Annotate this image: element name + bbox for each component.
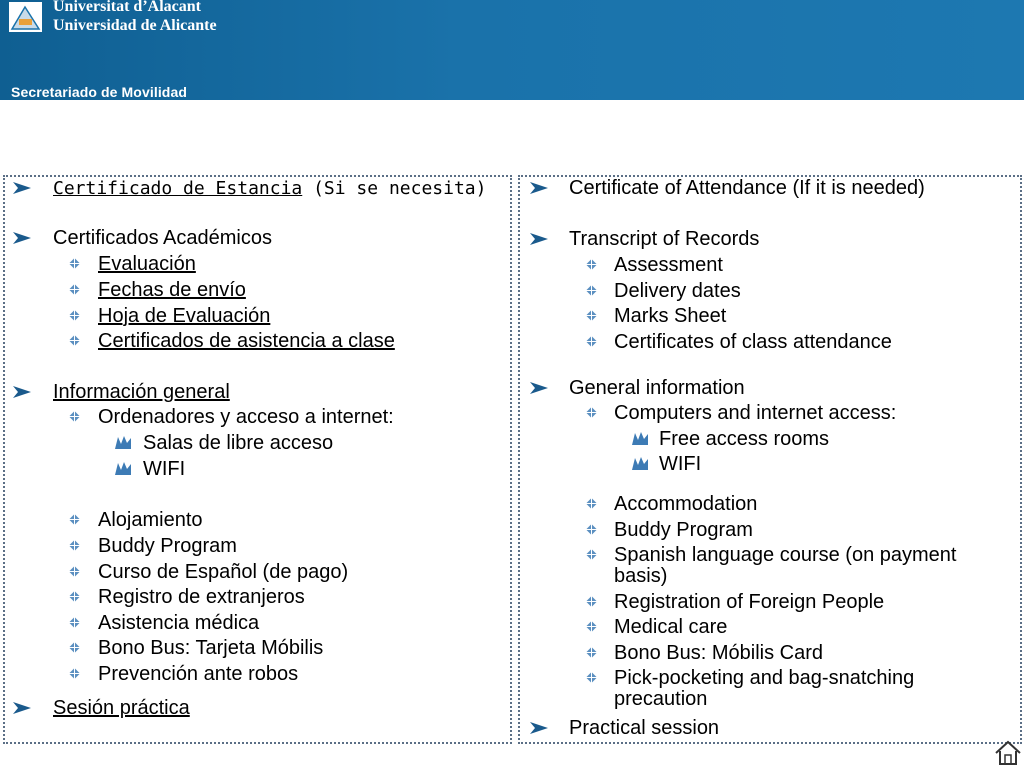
transcript-title: Transcript of Records bbox=[569, 228, 760, 250]
diamond-bullet-icon bbox=[69, 411, 80, 422]
transcript-item-assessment: Assessment bbox=[614, 254, 723, 276]
general-item-alojamiento: Alojamiento bbox=[98, 509, 203, 531]
cert-stay-link[interactable]: Certificado de Estancia bbox=[53, 178, 303, 199]
computer-item-free-rooms: Free access rooms bbox=[659, 428, 830, 450]
general-item-prevencion: Prevención ante robos bbox=[98, 663, 299, 685]
general-item-bono: Bono Bus: Tarjeta Móbilis bbox=[98, 637, 324, 659]
practical-session-en: Practical session bbox=[569, 717, 720, 739]
wave-bullet-icon bbox=[632, 456, 648, 470]
general-item-bono-en: Bono Bus: Móbilis Card bbox=[614, 642, 823, 664]
arrow-icon bbox=[13, 182, 31, 194]
general-item-spanish-course-cont: basis) bbox=[614, 565, 668, 587]
general-item-medical: Medical care bbox=[614, 616, 728, 638]
diamond-bullet-icon bbox=[69, 668, 80, 679]
diamond-bullet-icon bbox=[69, 258, 80, 269]
university-name-es: Universidad de Alicante bbox=[53, 17, 217, 34]
diamond-bullet-icon bbox=[586, 498, 597, 509]
diamond-bullet-icon bbox=[586, 310, 597, 321]
arrow-icon bbox=[13, 702, 31, 714]
computers-item: Ordenadores y acceso a internet: bbox=[98, 406, 394, 428]
cert-attendance: Certificate of Attendance (If it is needed) bbox=[569, 177, 925, 199]
department-title: Secretariado de Movilidad bbox=[11, 84, 187, 100]
computer-item-salas: Salas de libre acceso bbox=[143, 432, 334, 454]
diamond-bullet-icon bbox=[586, 285, 597, 296]
diamond-bullet-icon bbox=[69, 310, 80, 321]
general-item-buddy-en: Buddy Program bbox=[614, 519, 753, 541]
diamond-bullet-icon bbox=[69, 566, 80, 577]
general-item-asistencia: Asistencia médica bbox=[98, 612, 260, 634]
diamond-bullet-icon bbox=[586, 407, 597, 418]
general-info-title: General information bbox=[569, 377, 745, 399]
transcript-item-marks: Marks Sheet bbox=[614, 305, 727, 327]
wave-bullet-icon bbox=[115, 435, 131, 449]
diamond-bullet-icon bbox=[586, 336, 597, 347]
diamond-bullet-icon bbox=[586, 647, 597, 658]
cert-stay-note: (Si se necesita) bbox=[302, 178, 487, 199]
general-item-registration: Registration of Foreign People bbox=[614, 591, 885, 613]
diamond-bullet-icon bbox=[69, 642, 80, 653]
general-item-pickpocketing-cont: precaution bbox=[614, 688, 708, 710]
university-name-ca: Universitat d’Alacant bbox=[53, 0, 201, 15]
diamond-bullet-icon bbox=[586, 259, 597, 270]
home-button[interactable] bbox=[994, 740, 1022, 766]
university-logo-icon bbox=[9, 2, 42, 32]
diamond-bullet-icon bbox=[69, 335, 80, 346]
university-logo[interactable] bbox=[9, 2, 42, 32]
wave-bullet-icon bbox=[632, 431, 648, 445]
arrow-icon bbox=[13, 386, 31, 398]
arrow-icon bbox=[530, 722, 548, 734]
academic-item-hoja[interactable]: Hoja de Evaluación bbox=[98, 305, 271, 327]
diamond-bullet-icon bbox=[586, 596, 597, 607]
diamond-bullet-icon bbox=[586, 621, 597, 632]
home-icon bbox=[994, 740, 1022, 766]
general-item-pickpocketing: Pick-pocketing and bag-snatching bbox=[614, 667, 915, 689]
diamond-bullet-icon bbox=[69, 617, 80, 628]
diamond-bullet-icon bbox=[69, 540, 80, 551]
diamond-bullet-icon bbox=[69, 284, 80, 295]
diamond-bullet-icon bbox=[586, 672, 597, 683]
practical-session-link[interactable]: Sesión práctica bbox=[53, 697, 190, 719]
transcript-item-delivery: Delivery dates bbox=[614, 280, 741, 302]
general-item-buddy: Buddy Program bbox=[98, 535, 237, 557]
arrow-icon bbox=[13, 232, 31, 244]
academic-title: Certificados Académicos bbox=[53, 227, 272, 249]
wave-bullet-icon bbox=[115, 461, 131, 475]
diamond-bullet-icon bbox=[69, 591, 80, 602]
general-info-link[interactable]: Información general bbox=[53, 381, 230, 403]
computer-item-wifi: WIFI bbox=[143, 458, 186, 480]
general-item-curso: Curso de Español (de pago) bbox=[98, 561, 349, 583]
transcript-item-class-attendance: Certificates of class attendance bbox=[614, 331, 892, 353]
diamond-bullet-icon bbox=[586, 549, 597, 560]
arrow-icon bbox=[530, 233, 548, 245]
computer-item-wifi-en: WIFI bbox=[659, 453, 702, 475]
academic-item-asistencia[interactable]: Certificados de asistencia a clase bbox=[98, 330, 395, 352]
cert-stay-row bbox=[53, 177, 486, 200]
general-item-accommodation: Accommodation bbox=[614, 493, 758, 515]
computers-item-en: Computers and internet access: bbox=[614, 402, 897, 424]
diamond-bullet-icon bbox=[586, 524, 597, 535]
diamond-bullet-icon bbox=[69, 514, 80, 525]
arrow-icon bbox=[530, 382, 548, 394]
academic-item-evaluacion[interactable]: Evaluación bbox=[98, 253, 196, 275]
general-item-spanish-course: Spanish language course (on payment bbox=[614, 544, 957, 566]
arrow-icon bbox=[530, 182, 548, 194]
general-item-registro: Registro de extranjeros bbox=[98, 586, 305, 608]
academic-item-fechas[interactable]: Fechas de envío bbox=[98, 279, 246, 301]
header-banner bbox=[0, 0, 1024, 100]
